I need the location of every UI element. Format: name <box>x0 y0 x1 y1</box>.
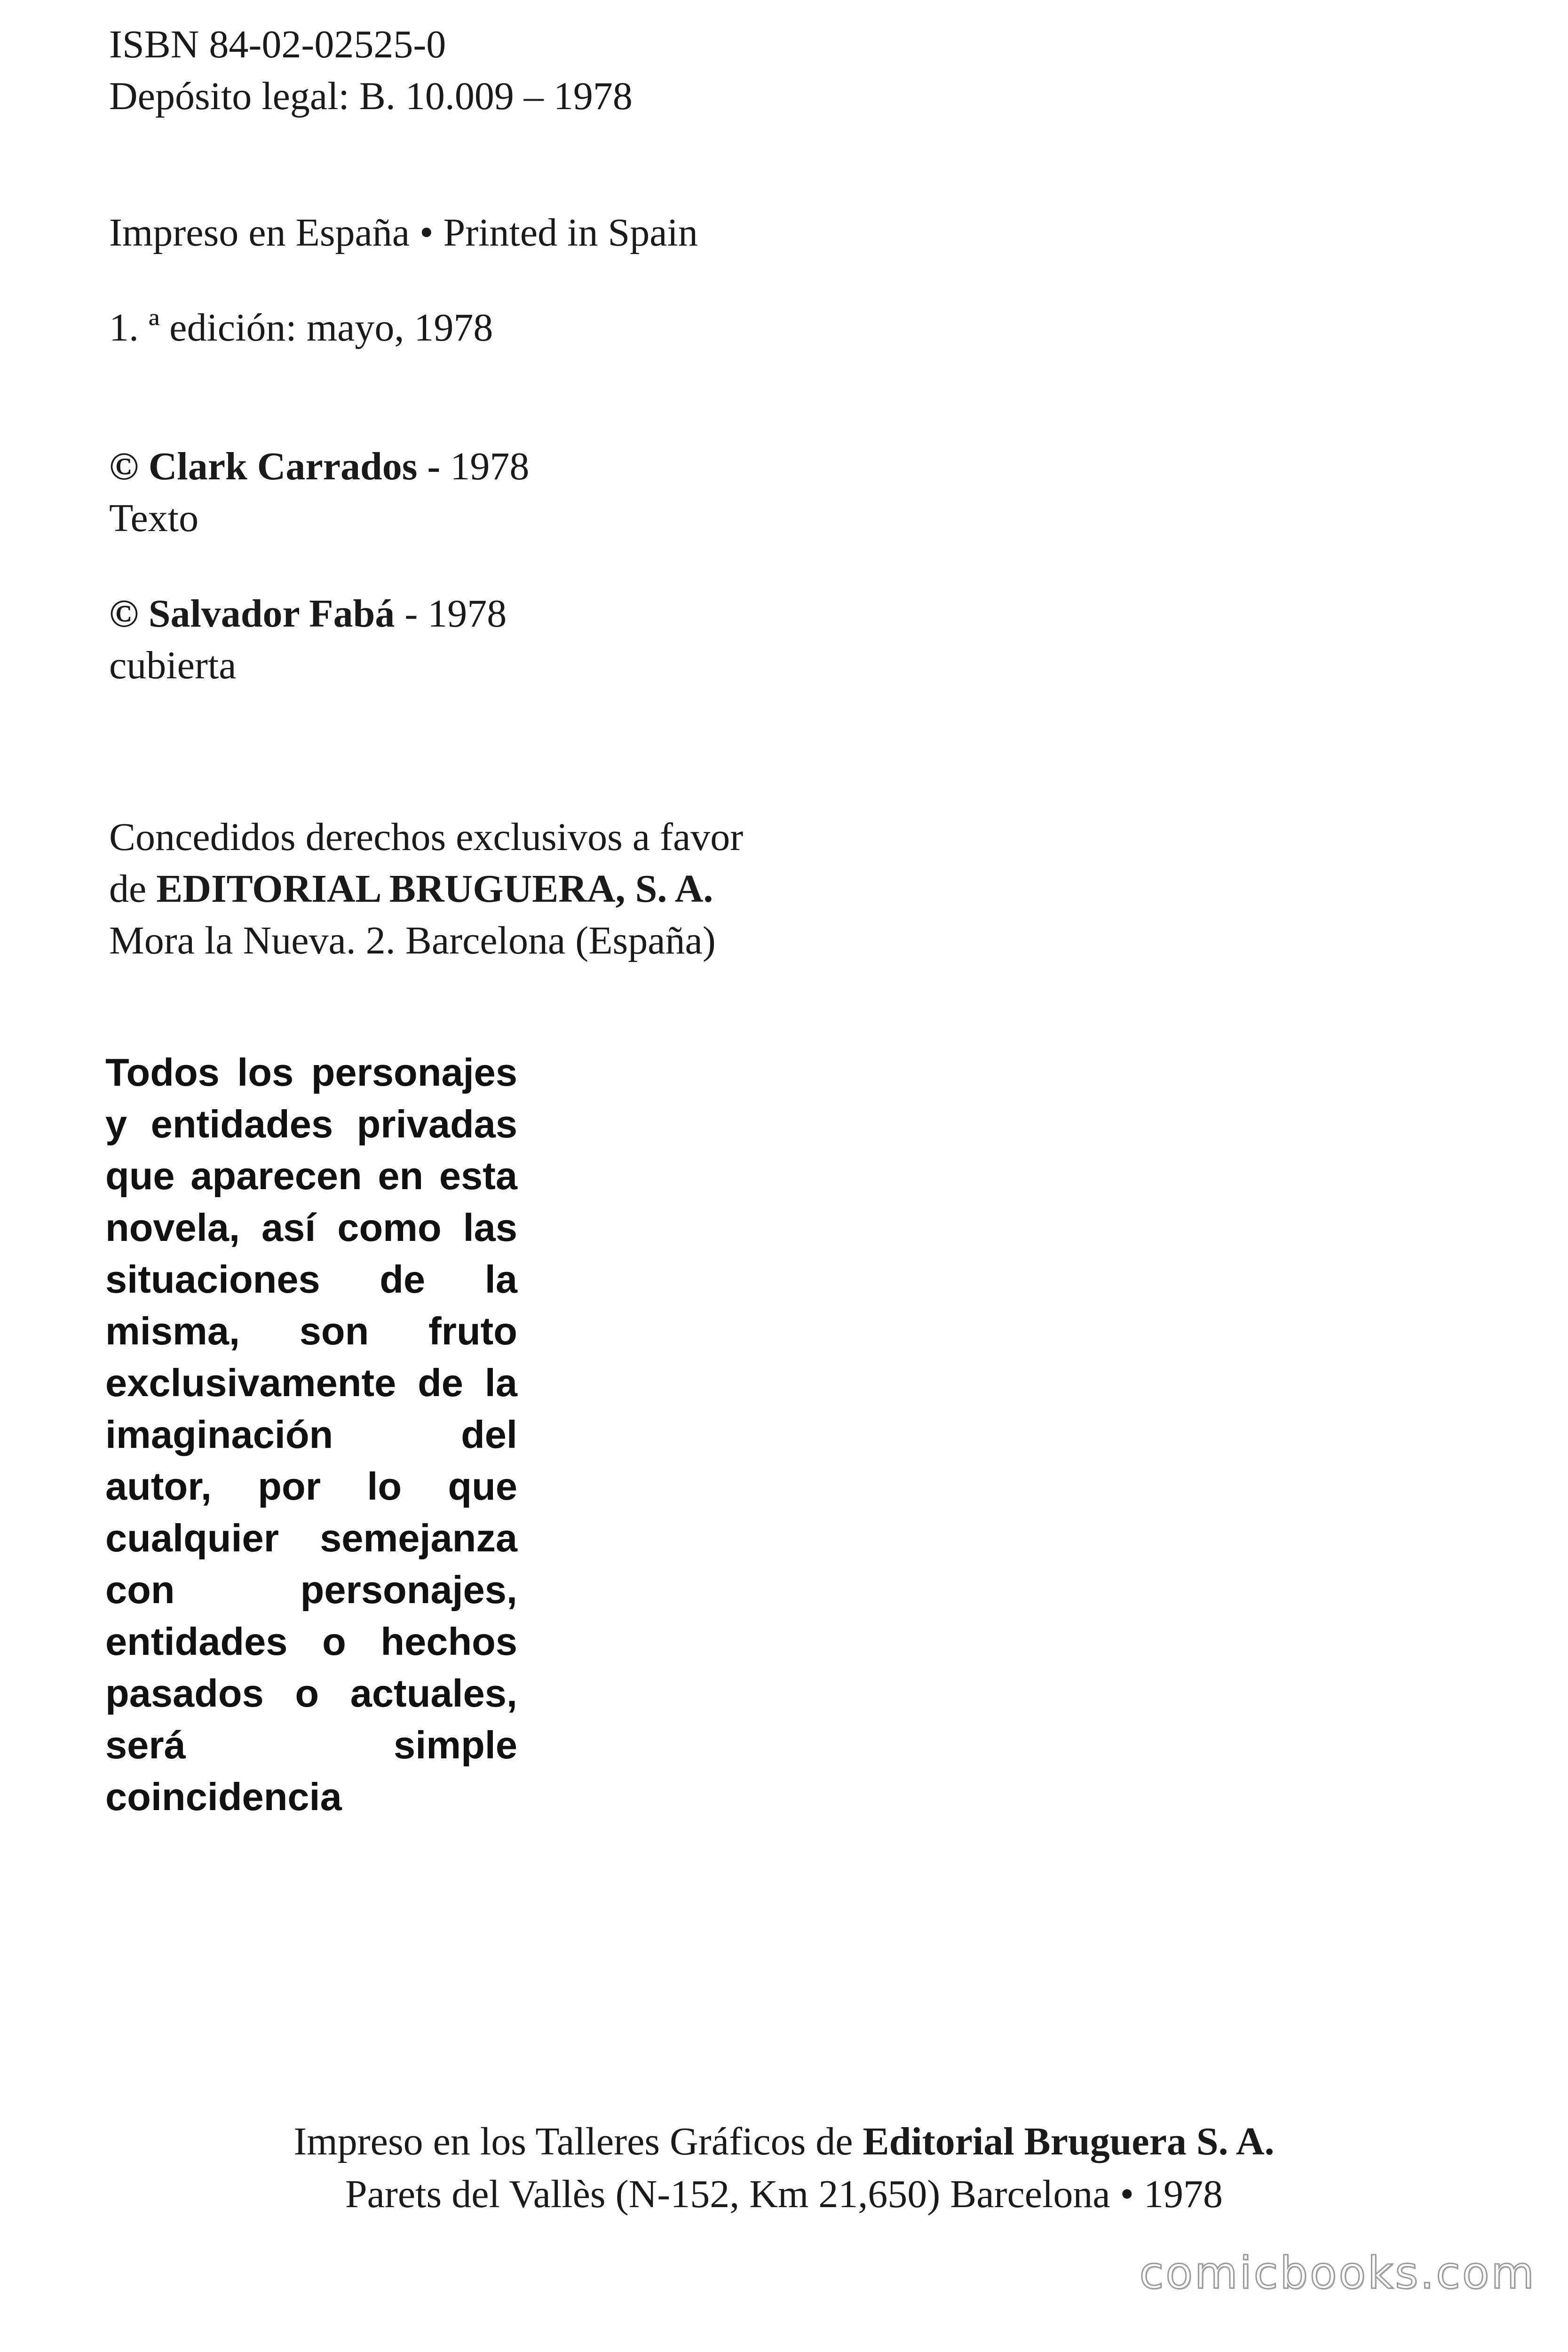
publisher-address: Mora la Nueva. 2. Barcelona (España) <box>109 919 716 962</box>
cover-author-name: © Salvador Fabá <box>109 592 395 636</box>
publisher-name: EDITORIAL BRUGUERA, S. A. <box>156 867 713 911</box>
printer-prefix: Impreso en los Talleres Gráficos de <box>293 2120 863 2163</box>
cover-author-year: - 1978 <box>395 592 507 636</box>
legal-deposit-line: Depósito legal: B. 10.009 – 1978 <box>109 74 633 118</box>
printer-name: Editorial Bruguera S. A. <box>863 2120 1275 2163</box>
text-author-name: © Clark Carrados - <box>109 445 441 488</box>
rights-line-2 <box>109 863 713 915</box>
text-copyright-line <box>109 441 529 493</box>
printer-line-1 <box>0 2116 1568 2168</box>
printer-address: Parets del Vallès (N-152, Km 21,650) Barcelona • 1978 <box>345 2172 1223 2216</box>
cover-role-line: cubierta <box>109 644 237 687</box>
watermark-logo: comicbooks.com <box>1139 2248 1536 2299</box>
rights-prefix: de <box>109 867 157 911</box>
isbn-line: ISBN 84-02-02525-0 <box>109 23 446 66</box>
text-author-year: 1978 <box>440 445 530 488</box>
text-role-line: Texto <box>109 496 199 540</box>
rights-line-1: Concedidos derechos exclusivos a favor <box>109 815 744 859</box>
printed-in-line: Impreso en España • Printed in Spain <box>109 211 698 254</box>
fiction-disclaimer: Todos los personajes y entidades privadas que aparecen en esta novela, así como las situaciones de la misma, son fruto exclusivamente de la imaginación del autor, por lo que cualquier semejanza con personajes, entidades o hechos pasados o actuales, será simple coincidencia <box>105 1050 517 1819</box>
cover-copyright-line <box>109 588 507 640</box>
edition-line: 1. ª edición: mayo, 1978 <box>109 306 493 350</box>
